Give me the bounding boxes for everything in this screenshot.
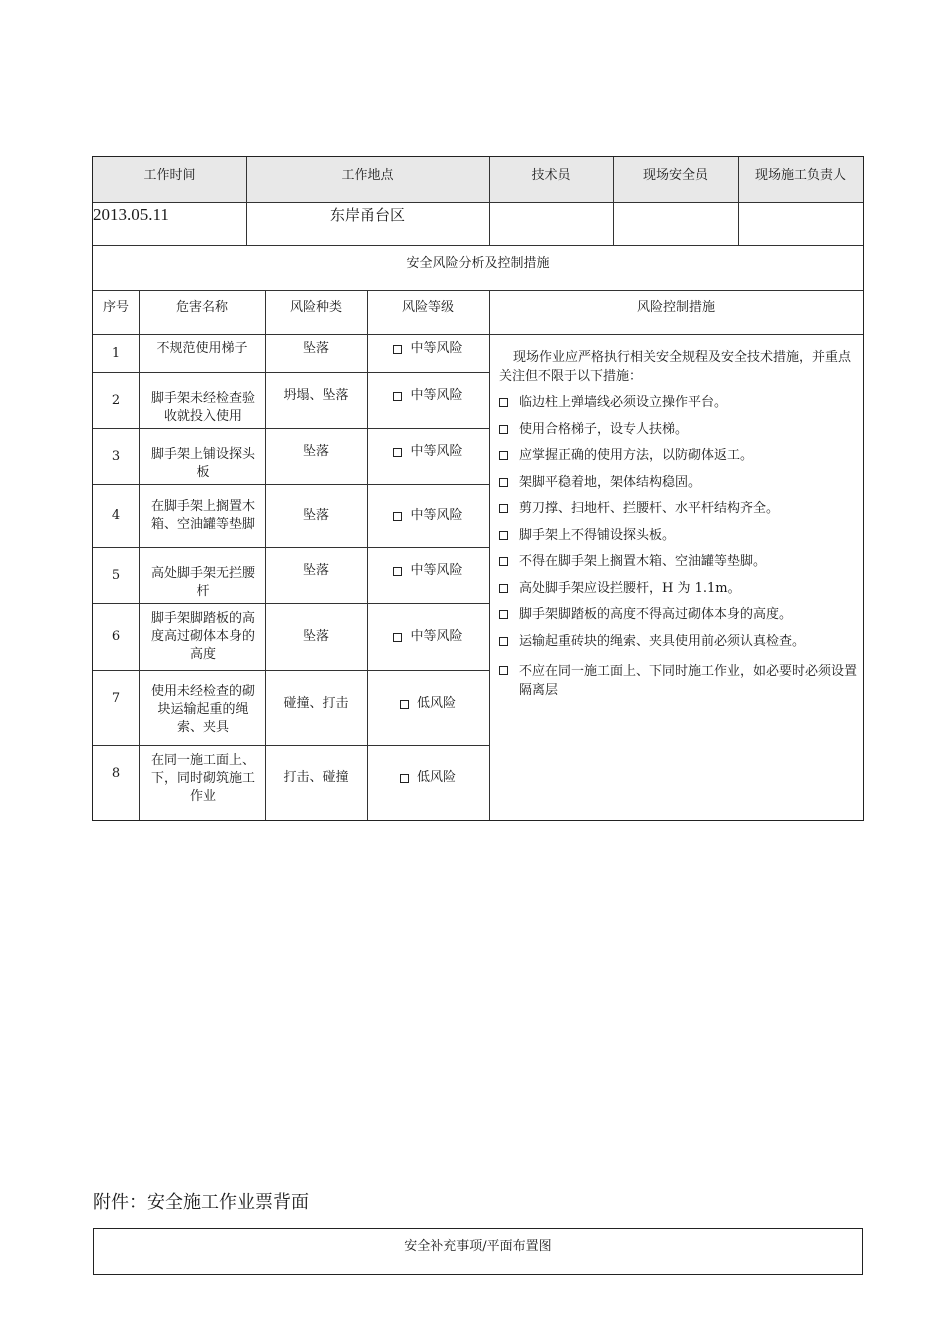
measure-text: 不得在脚手架上搁置木箱、空油罐等垫脚。	[519, 554, 767, 569]
header-work-time: 工作时间	[143, 168, 196, 183]
measure-item	[499, 549, 861, 576]
row-no: 3	[111, 448, 121, 464]
row-no: 8	[111, 766, 121, 781]
measure-text: 不应在同一施工面上、下同时施工作业，如必要时必须设置隔离层	[519, 663, 858, 698]
row-hazard: 脚手架未经检查验收就投入使用	[150, 391, 255, 424]
checkbox-icon	[499, 584, 508, 593]
row-no: 5	[111, 567, 121, 583]
checkbox-icon	[499, 637, 508, 646]
row-risk-level	[367, 746, 489, 810]
row-no: 6	[111, 629, 121, 644]
risk-level-label: 低风险	[416, 696, 456, 711]
measure-text: 剪刀撑、扫地杆、拦腰杆、水平杆结构齐全。	[519, 501, 780, 516]
row-risk-level	[367, 429, 489, 475]
row-risk-type: 坠落	[302, 444, 329, 459]
row-risk-level	[367, 335, 489, 363]
measure-item	[499, 629, 861, 659]
row-hazard: 在同一施工面上、下，同时砌筑施工作业	[150, 753, 255, 804]
row-risk-type: 坠落	[302, 341, 329, 356]
col-header-no: 序号	[102, 300, 129, 315]
measure-item	[499, 496, 861, 523]
rule	[489, 290, 490, 820]
checkbox-icon	[400, 774, 409, 783]
work-place: 东岸甬台区	[329, 206, 405, 224]
measure-item	[499, 576, 861, 603]
measures-intro: 现场作业应严格执行相关安全规程及安全技术措施，并重点关注但不限于以下措施：	[499, 350, 852, 384]
risk-level-label: 中等风险	[410, 563, 463, 578]
checkbox-icon	[400, 700, 409, 709]
checkbox-icon	[499, 531, 508, 540]
row-risk-type: 坠落	[302, 629, 329, 644]
row-risk-type: 坍塌、坠落	[283, 388, 349, 403]
row-no: 7	[111, 691, 121, 706]
measure-item	[499, 470, 861, 497]
risk-level-label: 中等风险	[410, 388, 463, 403]
checkbox-icon	[393, 392, 402, 401]
measure-text: 使用合格梯子，设专人扶梯。	[519, 421, 689, 437]
risk-level-label: 中等风险	[410, 508, 463, 523]
row-hazard: 使用未经检查的砌块运输起重的绳索、夹具	[150, 684, 255, 735]
checkbox-icon	[393, 512, 402, 521]
rule	[139, 290, 140, 820]
measures-list	[499, 390, 861, 700]
measure-text: 运输起重砖块的绳索、夹具使用前必须认真检查。	[519, 633, 806, 649]
col-header-risk-type: 风险种类	[289, 300, 342, 315]
header-work-place: 工作地点	[341, 168, 394, 183]
header-safety-officer: 现场安全员	[642, 168, 708, 183]
measure-item	[499, 443, 861, 470]
row-hazard: 脚手架上铺设探头板	[150, 447, 255, 480]
safety-officer-value	[613, 203, 738, 245]
measure-text: 应掌握正确的使用方法，以防砌体返工。	[519, 448, 754, 463]
row-risk-level	[367, 604, 489, 670]
row-no: 1	[111, 345, 121, 361]
row-risk-level	[367, 485, 489, 547]
measure-text: 架脚平稳着地，架体结构稳固。	[519, 474, 702, 490]
row-hazard: 高处脚手架无拦腰杆	[150, 566, 255, 599]
checkbox-icon	[393, 345, 402, 354]
row-risk-type: 坠落	[302, 508, 329, 523]
row-hazard: 在脚手架上搁置木箱、空油罐等垫脚	[150, 499, 255, 532]
measure-text: 脚手架上不得铺设探头板。	[519, 527, 676, 543]
appendix-title: 附件：安全施工作业票背面	[93, 1192, 309, 1213]
measure-text: 高处脚手架应设拦腰杆，H 为 1.1m。	[519, 580, 741, 596]
measure-item	[499, 523, 861, 550]
measure-item	[499, 661, 861, 700]
row-no: 4	[111, 508, 121, 523]
site-manager-value	[738, 203, 863, 245]
checkbox-icon	[499, 557, 508, 566]
measure-text: 脚手架脚踏板的高度不得高过砌体本身的高度。	[519, 607, 793, 622]
col-header-measures: 风险控制措施	[636, 300, 715, 315]
technician-value	[489, 203, 613, 245]
col-header-hazard: 危害名称	[175, 300, 228, 315]
risk-level-label: 中等风险	[410, 444, 463, 459]
row-risk-type: 坠落	[302, 563, 329, 578]
row-risk-level	[367, 548, 489, 594]
checkbox-icon	[499, 478, 508, 487]
checkbox-icon	[499, 451, 508, 460]
analysis-section-title: 安全风险分析及控制措施	[406, 256, 550, 271]
row-risk-type: 打击、碰撞	[283, 770, 349, 785]
risk-level-label: 中等风险	[410, 629, 463, 644]
col-header-risk-level: 风险等级	[401, 300, 454, 315]
appendix-box-title: 安全补充事项/平面布置图	[404, 1239, 552, 1254]
checkbox-icon	[499, 504, 508, 513]
header-site-manager: 现场施工负责人	[754, 168, 846, 183]
measure-item	[499, 602, 861, 629]
checkbox-icon	[499, 666, 508, 675]
work-date: 2013.05.11	[93, 205, 169, 224]
row-risk-level	[367, 373, 489, 419]
checkbox-icon	[393, 448, 402, 457]
checkbox-icon	[499, 425, 508, 434]
row-risk-type: 碰撞、打击	[283, 696, 349, 711]
measure-item	[499, 417, 861, 444]
checkbox-icon	[393, 633, 402, 642]
header-technician: 技术员	[531, 168, 571, 183]
checkbox-icon	[393, 567, 402, 576]
row-hazard: 脚手架脚踏板的高度高过砌体本身的高度	[150, 611, 255, 662]
checkbox-icon	[499, 610, 508, 619]
risk-level-label: 低风险	[416, 770, 456, 785]
measure-text: 临边柱上弹墙线必须设立操作平台。	[519, 395, 728, 410]
row-risk-level	[367, 671, 489, 737]
row-hazard: 不规范使用梯子	[156, 341, 248, 356]
checkbox-icon	[499, 398, 508, 407]
risk-level-label: 中等风险	[410, 341, 463, 356]
measure-item	[499, 390, 861, 417]
row-no: 2	[111, 392, 121, 408]
